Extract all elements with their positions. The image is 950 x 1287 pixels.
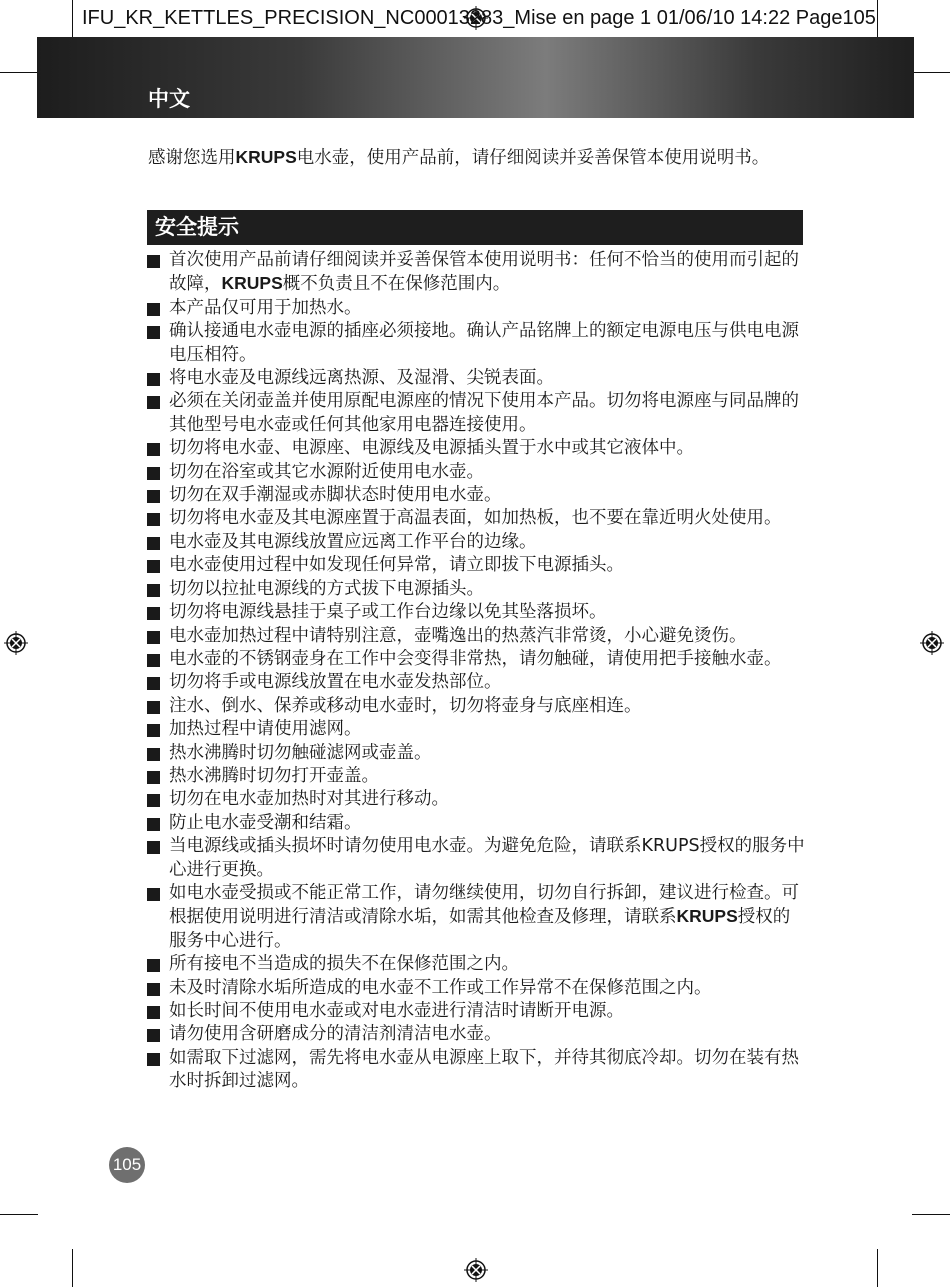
item-text: 切勿将手或电源线放置在电水壶发热部位。 [169,672,502,693]
list-item [145,578,805,601]
item-text: 电水壶使用过程中如发现任何异常，请立即拔下电源插头。 [169,555,624,576]
brand-name: KRUPS [676,906,738,927]
item-text: 电水壶加热过程中请特别注意，壶嘴逸出的热蒸汽非常烫，小心避免烫伤。 [169,625,747,646]
square-bullet-icon [147,1053,160,1066]
item-text: 电水壶及其电源线放置应远离工作平台的边缘。 [169,531,537,552]
list-item [145,835,805,882]
list-item [145,297,805,320]
registration-mark-icon [464,1258,488,1282]
list-item [145,320,805,367]
registration-mark-icon [4,631,28,655]
square-bullet-icon [147,584,160,597]
item-text: 切勿以拉扯电源线的方式拔下电源插头。 [169,578,484,599]
list-item [145,625,805,648]
item-text: 热水沸腾时切勿触碰滤网或壶盖。 [169,742,432,763]
square-bullet-icon [147,396,160,409]
list-item [145,882,805,953]
square-bullet-icon [147,983,160,996]
brand-name: KRUPS [235,147,297,167]
square-bullet-icon [147,490,160,503]
list-item [145,742,805,765]
list-item [145,531,805,554]
crop-mark [912,1214,950,1215]
list-item [145,554,805,577]
square-bullet-icon [147,467,160,480]
item-text: 切勿将电源线悬挂于桌子或工作台边缘以免其坠落损坏。 [169,602,607,623]
page-number-badge: 105 [109,1147,145,1183]
item-text: 如需取下过滤网，需先将电水壶从电源座上取下，并待其彻底冷却。切勿在装有热水时拆卸过滤网。 [169,1047,799,1092]
square-bullet-icon [147,326,160,339]
list-item [145,1023,805,1046]
item-text: 未及时清除水垢所造成的电水壶不工作或工作异常不在保修范围之内。 [169,977,712,998]
registration-mark-icon [920,631,944,655]
item-text: 所有接电不当造成的损失不在保修范围之内。 [169,954,519,975]
item-text: 确认接通电水壶电源的插座必须接地。确认产品铭牌上的额定电源电压与供电电源电压相符。 [169,321,799,365]
square-bullet-icon [147,841,160,854]
square-bullet-icon [147,818,160,831]
square-bullet-icon [147,724,160,737]
intro-text: 电水壶，使用产品前，请仔细阅读并妥善保管本使用说明书。 [296,148,770,168]
item-text: 注水、倒水、保养或移动电水壶时，切勿将壶身与底座相连。 [169,695,642,716]
item-text: 加热过程中请使用滤网。 [169,719,362,740]
item-text: 切勿在双手潮湿或赤脚状态时使用电水壶。 [169,485,502,506]
list-item [145,671,805,694]
square-bullet-icon [147,607,160,620]
list-item [145,1000,805,1023]
square-bullet-icon [147,537,160,550]
crop-mark [877,1249,878,1287]
square-bullet-icon [147,794,160,807]
crop-mark [0,72,38,73]
item-text: 概不负责且不在保修范围内。 [282,274,511,295]
list-item [145,367,805,390]
list-item [145,695,805,718]
list-item [145,507,805,530]
square-bullet-icon [147,373,160,386]
square-bullet-icon [147,771,160,784]
crop-mark [912,72,950,73]
item-text: 将电水壶及电源线远离热源、及湿滑、尖锐表面。 [169,368,554,389]
section-title: 安全提示 [155,215,239,239]
list-item [145,953,805,976]
item-text: 本产品仅可用于加热水。 [169,297,362,318]
item-text: 热水沸腾时切勿打开壶盖。 [169,765,379,786]
square-bullet-icon [147,560,160,573]
square-bullet-icon [147,255,160,268]
item-text: 当电源线或插头损坏时请勿使用电水壶。为避免危险，请联系KRUPS授权的服务中心进行更换。 [169,836,805,880]
square-bullet-icon [147,443,160,456]
list-item [145,484,805,507]
item-text: 授权的服务中心进行。 [169,907,791,951]
square-bullet-icon [147,1006,160,1019]
square-bullet-icon [147,654,160,667]
list-item [145,249,805,297]
language-label: 中文 [148,87,190,111]
item-text: 切勿在电水壶加热时对其进行移动。 [169,789,449,810]
list-item [145,1047,805,1094]
square-bullet-icon [147,748,160,761]
list-item [145,601,805,624]
item-text: 必须在关闭壶盖并使用原配电源座的情况下使用本产品。切勿将电源座与同品牌的其他型号电水壶或任何其他家用电器连接使用。 [169,391,799,435]
square-bullet-icon [147,701,160,714]
list-item [145,812,805,835]
square-bullet-icon [147,888,160,901]
item-text: 切勿在浴室或其它水源附近使用电水壶。 [169,461,484,482]
item-text: 如电水壶受损或不能正常工作，请勿继续使用，切勿自行拆卸，建议进行检查。可根据使用说明进行清洁或清除水垢，如需其他检查及修理，请联系 [169,882,799,928]
crop-mark [0,1214,38,1215]
intro-text: 感谢您选用 [148,148,236,168]
item-text: 电水壶的不锈钢壶身在工作中会变得非常热，请勿触碰，请使用把手接触水壶。 [169,648,782,669]
print-slug: IFU_KR_KETTLES_PRECISION_NC00013283_Mise en page 1 01/06/10 14:22 Page105 [82,7,876,29]
list-item [145,437,805,460]
list-item [145,718,805,741]
square-bullet-icon [147,1029,160,1042]
square-bullet-icon [147,631,160,644]
crop-mark [72,1249,73,1287]
square-bullet-icon [147,303,160,316]
crop-mark [72,0,73,38]
square-bullet-icon [147,513,160,526]
item-text: 切勿将电水壶及其电源座置于高温表面，如加热板，也不要在靠近明火处使用。 [169,508,782,529]
list-item [145,461,805,484]
item-text: 防止电水壶受潮和结霜。 [169,812,362,833]
item-text: 切勿将电水壶、电源座、电源线及电源插头置于水中或其它液体中。 [169,438,694,459]
safety-list [145,249,805,1094]
list-item [145,390,805,437]
list-item [145,788,805,811]
list-item [145,648,805,671]
list-item [145,765,805,788]
item-text: 请勿使用含研磨成分的清洁剂清洁电水壶。 [169,1024,502,1045]
square-bullet-icon [147,959,160,972]
brand-name: KRUPS [221,273,283,294]
item-text: 如长时间不使用电水壶或对电水壶进行清洁时请断开电源。 [169,1001,624,1021]
section-header [147,210,803,245]
square-bullet-icon [147,677,160,690]
item-text: 首次使用产品前请仔细阅读并妥善保管本使用说明书：任何不恰当的使用而引起的故障， [169,250,799,295]
intro-paragraph [148,145,808,170]
list-item [145,977,805,1000]
